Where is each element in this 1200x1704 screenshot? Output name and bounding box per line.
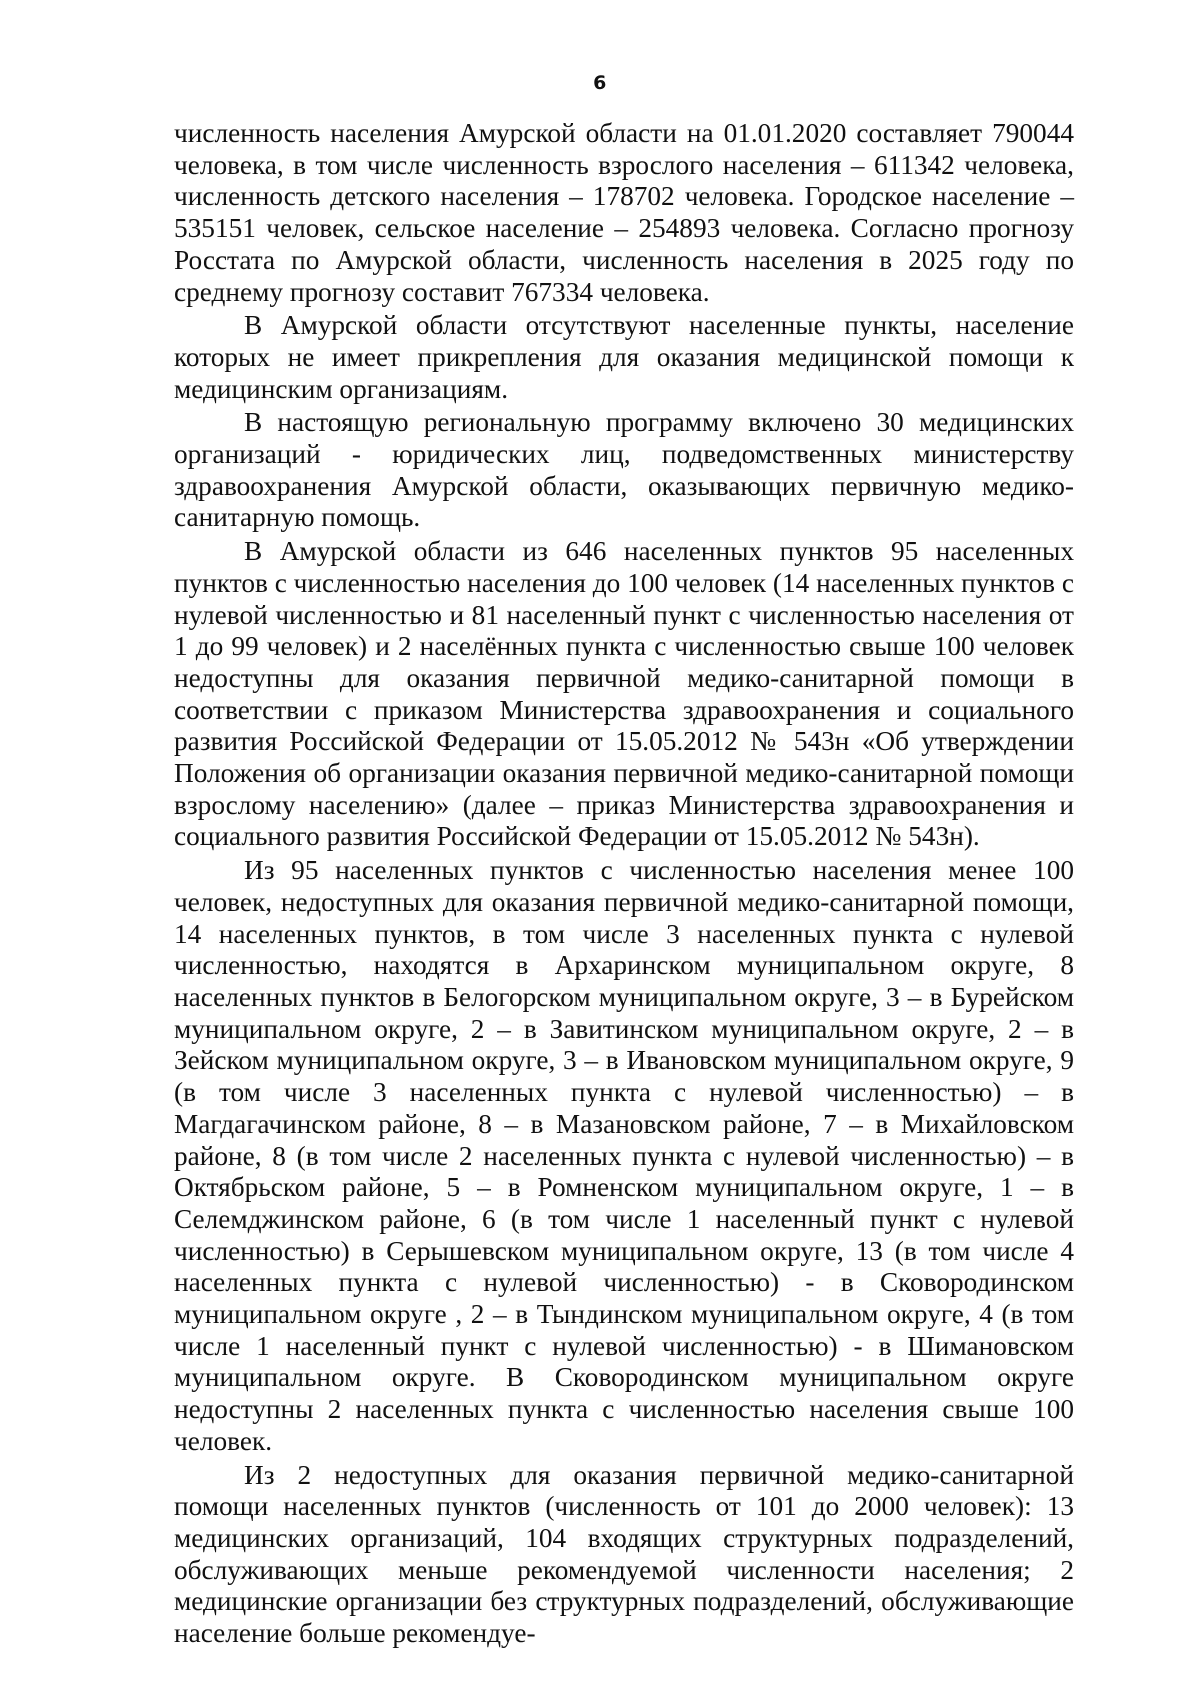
paragraph-medical-units: Из 2 недоступных для оказания первичной медико-санитарной помощи населенных пунктов (численность от 101 до 2000 человек): 13 медицинских организаций, 104 входящих структурных подразделений, обслуживающих меньше рекомендуемой численности населения; 2 медицинские организации без структурных подразделений, обслуживающие население больше рекомендуе- [174, 1459, 1074, 1649]
page-number: 6 [593, 72, 607, 94]
paragraph-district-breakdown: Из 95 населенных пунктов с численностью населения менее 100 человек, недоступных для оказания первичной медико-санитарной помощи, 14 населенных пунктов, в том числе 3 населенных пункта с нулевой численностью, находятся в Архаринском муниципальном округе, 8 населенных пунктов в Белогорском муниципальном округе, 3 – в Бурейском муниципальном округе, 2 – в Завитинском муниципальном округе, 2 – в Зейском муниципальном округе, 3 – в Ивановском муниципальном округе, 9 (в том числе 3 населенных пункта с нулевой численностью) – в Магдагачинском районе, 8 – в Мазановском районе, 7 – в Михайловском районе, 8 (в том числе 2 населенных пункта с нулевой численностью) – в Октябрьском районе, 5 – в Ромненском муниципальном округе, 1 – в Селемджинском районе, 6 (в том числе 1 населенный пункт с нулевой численностью) в Серышевском муниципальном округе, 13 (в том числе 4 населенных пункта с нулевой численностью) - в Сковородинском муниципальном округе , 2 – в Тындинском муниципальном округе, 4 (в том числе 1 населенный пункт с нулевой численностью) - в Шимановском муниципальном округе. В Сковородинском муниципальном округе недоступны 2 населенных пункта с численностью населения свыше 100 человек. [174, 855, 1074, 1456]
document-body [174, 118, 1074, 1650]
paragraph-inaccessible-settlements: В Амурской области из 646 населенных пунктов 95 населенных пунктов с численностью населения до 100 человек (14 населенных пунктов с нулевой численностью и 81 населенный пункт с численностью населения от 1 до 99 человек) и 2 населённых пункта с численностью свыше 100 человек недоступны для оказания первичной медико-санитарной помощи в соответствии с приказом Министерства здравоохранения и социального развития Российской Федерации от 15.05.2012 № 543н «Об утверждении Положения об организации оказания первичной медико-санитарной помощи взрослому населению» (далее – приказ Министерства здравоохранения и социального развития Российской Федерации от 15.05.2012 № 543н). [174, 536, 1074, 852]
paragraph-population: численность населения Амурской области на 01.01.2020 составляет 790044 человека, в том числе численность взрослого населения – 611342 человека, численность детского населения – 178702 человека. Городское население – 535151 человек, сельское население – 254893 человека. Согласно прогнозу Росстата по Амурской области, численность населения в 2025 году по среднему прогнозу составит 767334 человека. [174, 118, 1074, 307]
paragraph-attachment: В Амурской области отсутствуют населенные пункты, население которых не имеет прикрепления для оказания медицинской помощи к медицинским организациям. [174, 310, 1074, 404]
paragraph-program-organizations: В настоящую региональную программу включено 30 медицинских организаций - юридических лиц, подведомственных министерству здравоохранения Амурской области, оказывающих первичную медико-санитарную помощь. [174, 407, 1074, 533]
